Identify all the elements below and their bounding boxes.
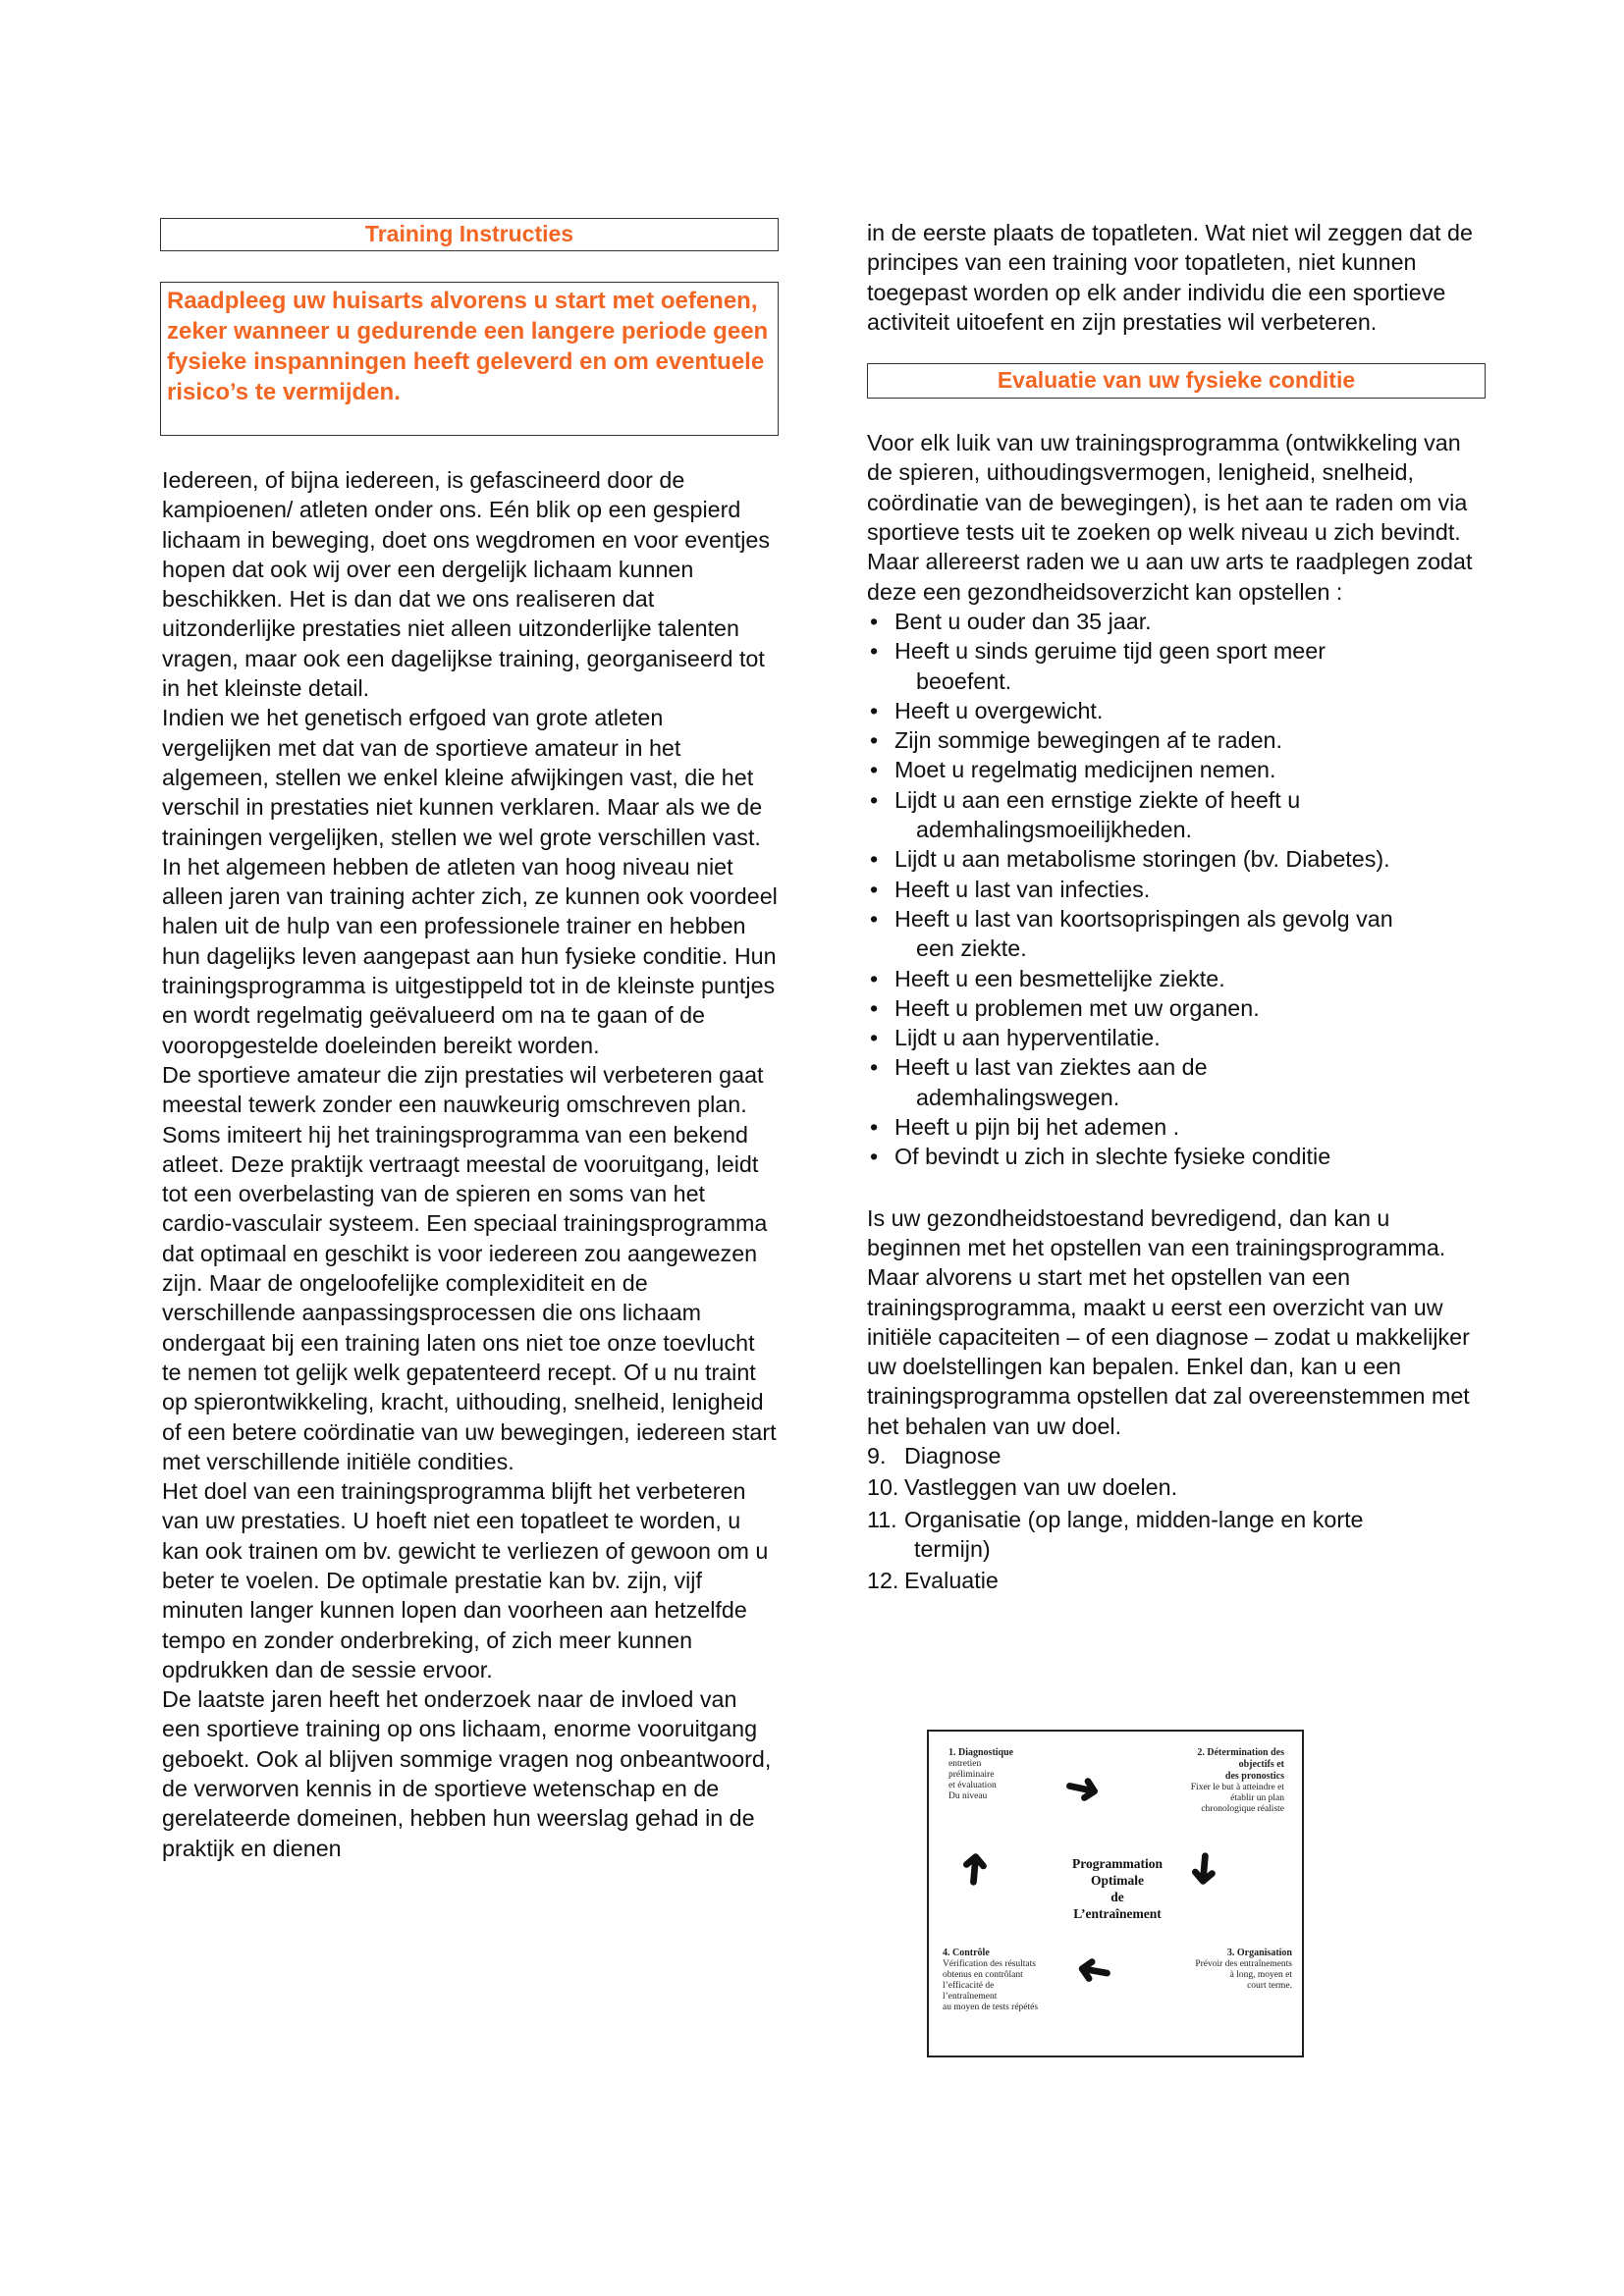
diagnostic-block: 1. Diagnostique entretien préliminaire et évaluation Du niveau (948, 1747, 1014, 1801)
closing-paragraph: Is uw gezondheidstoestand bevredigend, dan kan u beginnen met het opstellen van een trainingsprogramma. Maar alvorens u start met het opstellen van een trainingsprogramma, maakt u eerst een overzicht van uw initiële capaciteiten – of een diagnose – zodat u makkelijker uw doelstellingen kan bepalen. Enkel dan, kan u een trainingsprogramma opstellen dat zal overeenstemmen met het behalen van uw doel. (867, 1204, 1470, 1439)
bullet-icon: • (870, 965, 879, 991)
paragraph: De sportieve amateur die zijn prestaties wil verbeteren gaat meestal tewerk zonder een nauwkeurig omschreven plan. Soms imiteert hij het trainingsprogramma van een bekend atleet. Deze praktijk vertraagt meestal de vooruitgang, leidt tot een overbelasting van de spieren en soms van het cardio-vasculair systeem. Een speciaal trainingsprogramma dat optimaal en geschikt is voor iedereen zou aangewezen zijn. Maar de ongeloofelijke complexiditeit en de verschillende aanpassingsprocessen die ons lichaam ondergaat bij een training laten ons niet toe onze toevlucht te nemen tot gelijk welk gepatenteerd recept. Of u nu traint op spierontwikkeling, kracht, uithouding, snelheid, lenigheid of een betere coördinatie van uw bewegingen, iedereen start met verschillende initiële condities. (162, 1061, 777, 1474)
paragraph: Het doel van een trainingsprogramma blijft het verbeteren van uw prestaties. U hoeft niet een topatleet te worden, u kan ook trainen om bv. gewicht te verliezen of gewoon om u beter te voelen. De optimale prestatie kan bv. zijn, vijf minuten langer kunnen lopen dan voorheen aan hetzelfde tempo en zonder onderbreking, of zich meer kunnen opdrukken dan de sessie ervoor. (162, 1478, 769, 1682)
objectives-block: 2. Détermination des objectifs et des pronostics Fixer le but à atteindre et établir un plan chronologique réaliste (1190, 1747, 1284, 1814)
step-item: 12. Evaluatie (867, 1568, 999, 1594)
list-item: • Zijn sommige bewegingen af te raden. (867, 725, 1486, 755)
continuation-paragraph: in de eerste plaats de topatleten. Wat niet wil zeggen dat de principes van een training voor topatleten, niet kunnen toegepast worden op elk ander individu die een sportieve activiteit uitoefent en zijn prestaties wil verbeteren. (867, 220, 1473, 335)
list-item: • Lijdt u aan metabolisme storingen (bv. Diabetes). (867, 844, 1486, 874)
bullet-icon: • (870, 1054, 879, 1081)
step-item: 11. Organisatie (op lange, midden-lange en korte termijn) (867, 1506, 1364, 1562)
list-item: • Lijdt u aan een ernstige ziekte of heeft u ademhalingsmoeilijkheden. (870, 786, 1301, 843)
bullet-icon: • (870, 638, 879, 665)
bullet-icon: • (870, 1025, 879, 1051)
health-checklist (867, 607, 1486, 1172)
left-column (160, 218, 779, 1863)
training-instructions-title: Training Instructies (160, 218, 779, 251)
list-item: • Moet u regelmatig medicijnen nemen. (867, 755, 1486, 784)
list-item: • Heeft u sinds geruime tijd geen sport meer beoefent. (870, 638, 1326, 694)
list-item: • Heeft u problemen met uw organen. (867, 993, 1486, 1023)
paragraph: Indien we het genetisch erfgoed van grote atleten vergelijken met dat van de sportieve amateur in het algemeen, stellen we enkel kleine afwijkingen vast, die het verschil in prestaties niet kunnen verklaren. Maar als we de trainingen vergelijken, stellen we wel grote verschillen vast. In het algemeen hebben de atleten van hoog niveau niet alleen jaren van training achter zich, ze kunnen ook voordeel halen uit de hulp van een professionele trainer en hebben hun dagelijks leven aangepast aan hun fysieke conditie. Hun trainingsprogramma is uitgestippeld tot in de kleinste puntjes en wordt regelmatig geëvalueerd om na te gaan of de vooropgestelde doeleinden bereikt worden. (162, 705, 778, 1058)
left-body-text (160, 465, 779, 1863)
bullet-icon: • (870, 846, 879, 873)
step-item: 10. Vastleggen van uw doelen. (867, 1474, 1178, 1501)
list-item: • Heeft u last van koortsoprispingen als gevolg van een ziekte. (870, 905, 1393, 962)
bullet-icon: • (870, 905, 879, 932)
bullet-icon: • (870, 757, 879, 783)
bullet-icon: • (870, 697, 879, 723)
paragraph: De laatste jaren heeft het onderzoek naar de invloed van een sportieve training op ons lichaam, enorme vooruitgang geboekt. Ook al blijven sommige vragen nog onbeantwoord, de verworven kennis in de sportieve wetenschap en de gerelateerde domeinen, hebben hun weerslag gehad in de praktijk en dienen (162, 1686, 772, 1861)
paragraph: Iedereen, of bijna iedereen, is gefascineerd door de kampioenen/ atleten onder ons. Eén blik op een gespierd lichaam in beweging, doet ons wegdromen en voor eventjes hopen dat ook wij over een dergelijk lichaam kunnen beschikken. Het is dan dat we ons realiseren dat uitzonderlijke prestaties niet alleen uitzonderlijke talenten vragen, maar ook een dagelijkse training, georganiseerd tot in het kleinste detail. (162, 467, 771, 702)
right-column (867, 218, 1486, 1597)
list-item: • Heeft u overgewicht. (867, 696, 1486, 725)
arrow-right-icon: ➜ (1059, 1760, 1106, 1816)
control-block: 4. Contrôle Vérification des résultats obtenus en contrôlant l’efficacité de l’entraînement au moyen de tests répétés (943, 1948, 1039, 2012)
bullet-icon: • (870, 786, 879, 813)
list-item: • Heeft u pijn bij het ademen . (867, 1112, 1486, 1142)
list-item: • Lijdt u aan hyperventilatie. (867, 1023, 1486, 1052)
organisation-block: 3. Organisation Prévoir des entraînements à long, moyen et court terme. (1195, 1948, 1292, 1991)
list-item: • Of bevindt u zich in slechte fysieke conditie (867, 1142, 1486, 1171)
list-item: • Heeft u last van infecties. (867, 875, 1486, 904)
step-item: 9. Diagnose (867, 1442, 1001, 1468)
intro-paragraph: Voor elk luik van uw trainingsprogramma (ontwikkeling van de spieren, uithoudingsvermogen, lenigheid, snelheid, coördinatie van de bewegingen), is het aan te raden om via sportieve tests uit te zoeken op welk niveau u zich bevindt. Maar allereerst raden we u aan uw arts te raadplegen zodat deze een gezondheidsoverzicht kan opstellen : (867, 430, 1473, 605)
bullet-icon: • (870, 876, 879, 902)
bullet-icon: • (870, 994, 879, 1021)
training-cycle-diagram (927, 1730, 1304, 2057)
evaluation-section-title: Evaluatie van uw fysieke conditie (867, 363, 1486, 399)
list-item: • Heeft u een besmettelijke ziekte. (867, 964, 1486, 993)
arrow-down-icon: ➜ (1178, 1848, 1230, 1890)
list-item: • Bent u ouder dan 35 jaar. (867, 607, 1486, 636)
list-item: • Heeft u last van ziektes aan de ademhalingswegen. (870, 1054, 1208, 1110)
bullet-icon: • (870, 1114, 879, 1141)
warning-box: Raadpleeg uw huisarts alvorens u start met oefenen, zeker wanneer u gedurende een langere periode geen fysieke inspanningen heeft geleverd en om eventuele risico’s te vermijden. (160, 282, 779, 436)
arrow-up-icon: ➜ (947, 1848, 1000, 1890)
bullet-icon: • (870, 727, 879, 754)
right-body-text (867, 428, 1486, 1595)
bullet-icon: • (870, 1144, 879, 1170)
diagram-center-label: Programmation Optimale de L’entraînement (1072, 1856, 1163, 1921)
bullet-icon: • (870, 608, 879, 634)
arrow-left-icon: ➜ (1071, 1945, 1116, 1999)
steps-list (867, 1441, 1486, 1595)
